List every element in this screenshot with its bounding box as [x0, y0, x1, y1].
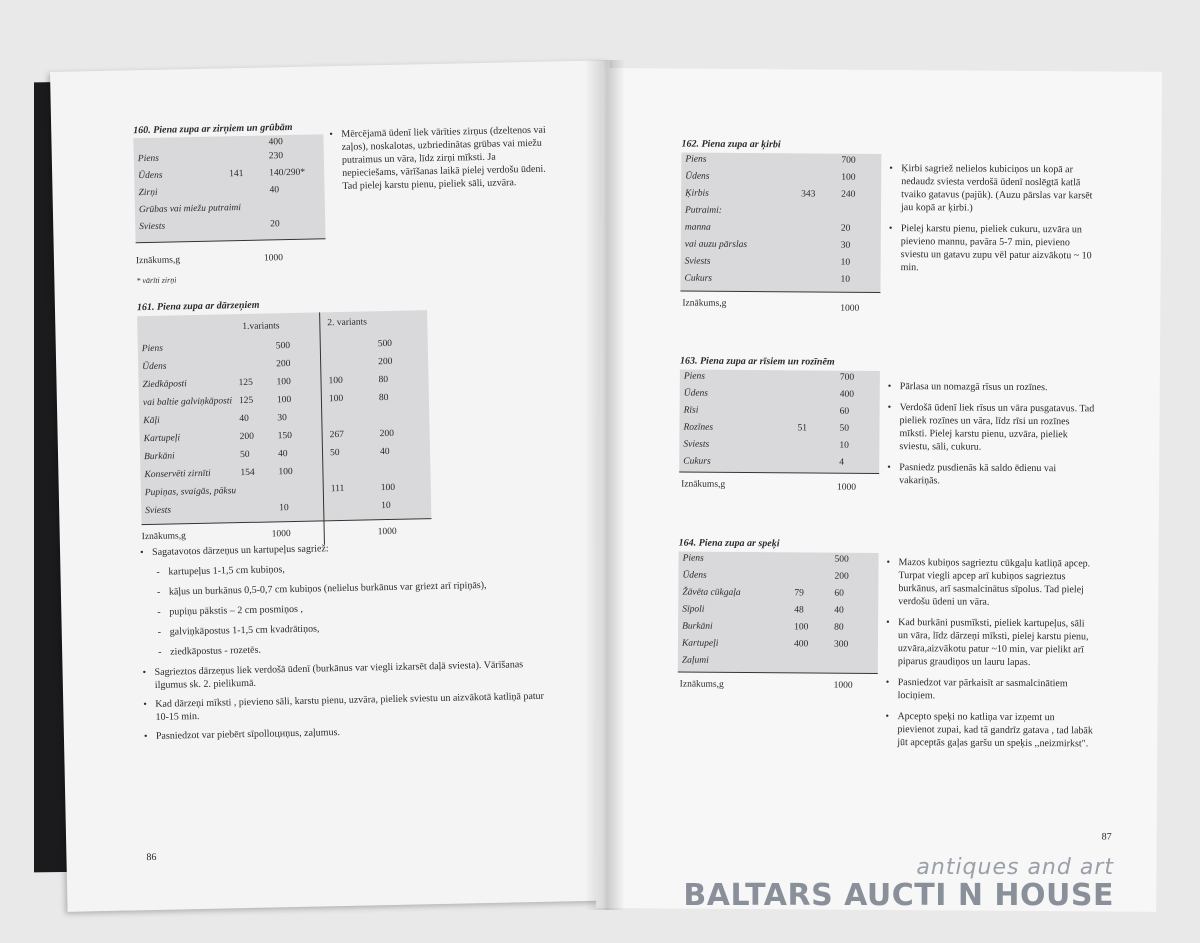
- ingredient-name: Zaļumi: [681, 655, 709, 666]
- instruction-bullet: • Kad burkāni pusmīksti, pieliek kartupeļus, sāli un vāra, līdz dārzeņi mīksti, pielej karstu pienu, uzvāra,aizvākotu patur ~10 min, var pielikt arī piparus graudiņos un lauru lapas.: [898, 616, 1094, 669]
- ingredient-net: 200: [834, 571, 849, 582]
- ingredient-name: Ziedkāposti: [142, 379, 188, 391]
- instruction-bullet: • Apcepto speķi no katliņa var izņemt un pievienot zupai, kad tā gandrīz gatava , tad labāk jūt apceptās gaļas garšu un speķis ,,neizmirkst".: [897, 710, 1093, 750]
- instruction-item: • Pasniedzot var piebērt sīpolloциņus, zaļumus.: [156, 722, 556, 743]
- ingredient-gross-v1: 154: [240, 467, 255, 479]
- ingredient-net-v2: 80: [378, 392, 389, 404]
- ingredient-net: 400: [839, 389, 855, 400]
- recipe-160-yield-value: 1000: [263, 253, 284, 264]
- ingredient-net: 60: [834, 588, 844, 599]
- ingredient-net-v2: 500: [377, 338, 393, 350]
- ingredient-name: Burkāni: [682, 621, 713, 632]
- recipe-164-table: Piens 500 Ūdens 200 Žāvēta cūkgaļa 79 60 Sīpoli 48 40 Burkāni 100 80 Kartupeļi 400 300 Zaļumi Iznākums,g 1000: [678, 552, 879, 677]
- recipe-162-title: 162. Piena zupa ar ķirbi: [681, 138, 781, 151]
- ingredient-net: 300: [833, 639, 849, 650]
- ingredient-gross-v1: 200: [239, 431, 255, 443]
- ingredient-name: vai auzu pārslas: [684, 239, 748, 251]
- instruction-item: - ziedkāpostus - rozetēs.: [170, 638, 540, 659]
- recipe-161-title: 161. Piena zupa ar dārzeņiem: [136, 299, 260, 314]
- ingredient-net: 230: [268, 151, 284, 162]
- recipe-160-note: * vārīti zirņi: [136, 275, 177, 286]
- recipe-160-desc: • Mērcējamā ūdenī liek vārīties zirņus (dzeltenos vai zaļos), noskalotas, uzbriedinātas grūbas vai miežu putraimus un vāra, līdz zirņi mīksti. Ja nepieciešams, vārīšanas laikā pielej verdošu ūdeni. Tad pielej karstu pienu, pieliek sāli, uzvāra.: [341, 124, 552, 193]
- ingredient-net-v1: 10: [279, 503, 289, 514]
- ingredient-name: Putraimi:: [684, 205, 722, 216]
- ingredient-net-v1: 150: [277, 431, 293, 442]
- ingredient-name: Ūdens: [138, 170, 163, 182]
- ingredient-gross: 100: [794, 622, 809, 633]
- ingredient-net-v2: 40: [379, 446, 390, 458]
- ingredient-net: 4: [839, 457, 845, 468]
- ingredient-net: 10: [839, 440, 849, 451]
- ingredient-net-v1: 200: [276, 359, 291, 370]
- ingredient-name: Konservēti zirnīti: [144, 468, 211, 481]
- page-number-right: 87: [1101, 831, 1112, 843]
- instruction-bullet: • Pielej karstu pienu, pieliek cukuru, uzvāra un pievieno mannu, pavāra 5-7 min, pievieno sviestu un gatavu zupu vēl patur aizvākotu ~ 10 min.: [901, 222, 1097, 275]
- ingredient-name: Zirņi: [138, 187, 158, 199]
- ingredient-net: 60: [839, 406, 850, 417]
- recipe-164-title: 164. Piena zupa ar speķi: [678, 537, 780, 550]
- ingredient-name: Piens: [141, 343, 164, 355]
- ingredient-net: 40: [269, 185, 280, 196]
- instruction-item: - kartupeļus 1-1,5 cm kubiņos,: [168, 558, 538, 579]
- left-page: [50, 60, 627, 912]
- ingredient-gross-v2: 267: [329, 429, 345, 441]
- recipe-160-title: 160. Piena zupa ar zirņiem un grūbām: [133, 121, 293, 137]
- ingredient-name: Sviests: [684, 256, 711, 267]
- ingredient-net: 50: [839, 423, 850, 434]
- instruction-bullet: • Pasniedz pusdienās kā saldo ēdienu vai vakariņās.: [899, 461, 1095, 488]
- ingredient-net: 10: [840, 274, 851, 285]
- ingredient-net: 700: [839, 372, 855, 383]
- instruction-bullet: • Verdošā ūdenī liek rīsus un vāra pusgatavus. Tad pieliek rozīnes un vāra, līdz rīsi un rozīnes mīksti. Pielej karstu pienu, uzvāra, pieliek sviestu, sāli, cukuru.: [899, 401, 1095, 454]
- ingredient-net: 500: [834, 554, 849, 565]
- ingredient-gross: 141: [229, 168, 244, 180]
- ingredient-net: 240: [841, 189, 856, 200]
- ingredient-name: Piens: [685, 154, 707, 165]
- ingredient-name: Sviests: [139, 221, 166, 233]
- ingredient-net: 80: [834, 622, 844, 633]
- recipe-160-table: 400 Piens 230 Ūdens 141 140/290* Zirņi 40 Grūbas vai miežu putraimi Sviests 20: [133, 134, 325, 246]
- ingredient-name: manna: [684, 222, 711, 233]
- ingredient-net: 10: [840, 257, 851, 268]
- ingredient-gross: 51: [797, 423, 808, 434]
- instruction-item: • Sagrieztos dārzeņus liek verdošā ūdenī (burkānus var viegli izkarsēt daļā sviesta). Vārīšanas ilgumus sk. 2. pielikumā.: [154, 658, 554, 692]
- ingredient-net: 30: [840, 240, 851, 251]
- instruction-item: - pupiņu pākstis – 2 cm posmiņos ,: [169, 598, 539, 619]
- ingredient-net-v2: 10: [381, 500, 391, 512]
- ingredient-gross-v2: 50: [329, 448, 340, 459]
- ingredient-net: 40: [834, 605, 844, 616]
- recipe-163-title: 163. Piena zupa ar rīsiem un rozīnēm: [679, 355, 835, 368]
- ingredient-net: 20: [840, 223, 851, 234]
- instruction-item: • Sagatavotos dārzeņus un kartupeļus sagriež:: [152, 538, 552, 559]
- instruction-bullet: • Ķirbi sagriež nelielos kubiciņos un kopā ar nedaudz sviesta verdošā ūdenī noslēgtā katlā tvaiko gatavus (pajūk). (Auzu pārslas var karsēt jau kopā ar ķirbi.): [901, 162, 1097, 215]
- ingredient-name: Cukurs: [684, 273, 713, 284]
- recipe-162-table: Piens 700 Ūdens 100 Ķirbis 343 240 Putraimi: manna 20 vai auzu pārslas 30 Sviests 10 Cukurs 10 Iznākums,g 1000: [680, 153, 881, 296]
- ingredient-name: Sīpoli: [682, 604, 705, 615]
- ingredient-name: Sviests: [683, 439, 710, 450]
- ingredient-name: Ūdens: [682, 570, 707, 581]
- ingredient-name: Kartupeļi: [143, 433, 181, 445]
- right-page: [596, 68, 1162, 912]
- ingredient-name: Grūbas vai miežu putraimi: [138, 203, 242, 216]
- ingredient-name: Kartupeļi: [681, 638, 719, 649]
- recipe-160-yield-label: Iznākums,g: [135, 255, 181, 267]
- ingredient-net-v1: 100: [278, 467, 293, 478]
- ingredient-gross-v2: 111: [330, 483, 345, 495]
- ingredient-name: Kāļi: [143, 415, 160, 427]
- ingredient-gross-v2: 100: [328, 375, 343, 387]
- ingredient-gross: 343: [801, 189, 816, 200]
- ingredient-name: Ķirbis: [685, 188, 709, 199]
- recipe-163-table: Piens 700 Ūdens 400 Rīsi 60 Rozīnes 51 50 Sviests 10 Cukurs 4 Iznākums,g 1000: [679, 370, 880, 477]
- ingredient-net-v1: 30: [277, 413, 287, 424]
- instruction-bullet: • Mazos kubiņos sagrieztu cūkgaļu katliņā apcep. Turpat viegli apcep arī kubiņos sagrieztus burkānus, arī sasmalcinātus sīpolus. Tad pielej verdošu ūdeni un vāra.: [898, 556, 1094, 609]
- ingredient-name: Sviests: [145, 505, 172, 517]
- ingredient-name: Piens: [137, 153, 160, 165]
- ingredient-net-v2: 80: [378, 374, 389, 386]
- ingredient-name: Burkāni: [143, 451, 175, 463]
- ingredient-net-v1: 500: [275, 341, 291, 352]
- instruction-item: • Kad dārzeņi mīksti , pievieno sāli, karstu pienu, uzvāra, pieliek sviestu un aizvākotā katliņā patur 10-15 min.: [155, 690, 555, 724]
- ingredient-name: vai baltie galviņkāposti: [142, 396, 233, 409]
- ingredient-net-v1: 100: [276, 395, 292, 406]
- recipe-161-table: 1.variants 2. variants Piens 500 500 Ūdens 200 200 Ziedkāposti 125 100 100 80 vai baltie galviņkāposti 125 100 100 80 Kāļi 40 30 Kartupeļi 200 150 267 200 Burkāni 50 40 50 40 Konservēti zirnīti 154 100 Pupiņas, svaigās, pāksu 111 100 Sviests 10 10 Iznākums,g 1000 1000: [137, 310, 431, 528]
- instruction-bullet: • Pārlasa un nomazgā rīsus un rozīnes.: [900, 380, 1096, 394]
- instruction-item: - galviņkāpostus 1-1,5 cm kvadrātiņos,: [170, 618, 540, 639]
- ingredient-net-v1: 100: [276, 377, 291, 388]
- ingredient-net: 20: [270, 219, 280, 230]
- ingredient-gross: 48: [794, 605, 804, 616]
- ingredient-gross-v1: 125: [238, 377, 253, 389]
- ingredient-name: Rozīnes: [683, 422, 714, 433]
- instruction-item: - kāļus un burkānus 0,5-0,7 cm kubiņos (nelielus burkānus var griezt arī ripiņās),: [169, 578, 539, 599]
- ingredient-name: Ūdens: [685, 171, 710, 182]
- ingredient-name: Ūdens: [142, 361, 167, 373]
- ingredient-gross-v1: 40: [239, 413, 249, 425]
- ingredient-name: Žāvēta cūkgaļa: [682, 587, 741, 598]
- ingredient-gross: 79: [794, 588, 804, 599]
- book-gutter: [585, 60, 625, 910]
- ingredient-gross-v1: 50: [239, 449, 250, 461]
- watermark-tagline: antiques and art: [916, 855, 1114, 880]
- ingredient-net-v2: 100: [380, 482, 396, 494]
- ingredient-net-v1: 40: [277, 449, 288, 460]
- ingredient-gross-v2: 100: [328, 393, 344, 405]
- ingredient-net-v2: 200: [378, 356, 393, 368]
- ingredient-net: 100: [841, 172, 856, 183]
- ingredient-net: 700: [841, 155, 856, 166]
- instruction-bullet: • Pasniedzot var pārkaisīt ar sasmalcinātiem lociņiem.: [898, 676, 1094, 703]
- ingredient-net-v2: 200: [379, 428, 395, 440]
- page-number-left: 86: [146, 851, 157, 864]
- ingredient-name: Piens: [683, 371, 705, 382]
- ingredient-gross-v1: 125: [238, 395, 254, 407]
- ingredient-name: Rīsi: [683, 405, 699, 416]
- ingredient-name: Cukurs: [683, 456, 711, 467]
- ingredient-net: 140/290*: [269, 167, 306, 179]
- ingredient-name: Ūdens: [683, 388, 709, 399]
- watermark-brand: BALTARS AUCTI N HOUSE: [683, 878, 1114, 913]
- ingredient-name: Piens: [682, 553, 704, 564]
- ingredient-gross: 400: [793, 639, 809, 650]
- ingredient-name: Pupiņas, svaigās, pāksu: [144, 486, 237, 499]
